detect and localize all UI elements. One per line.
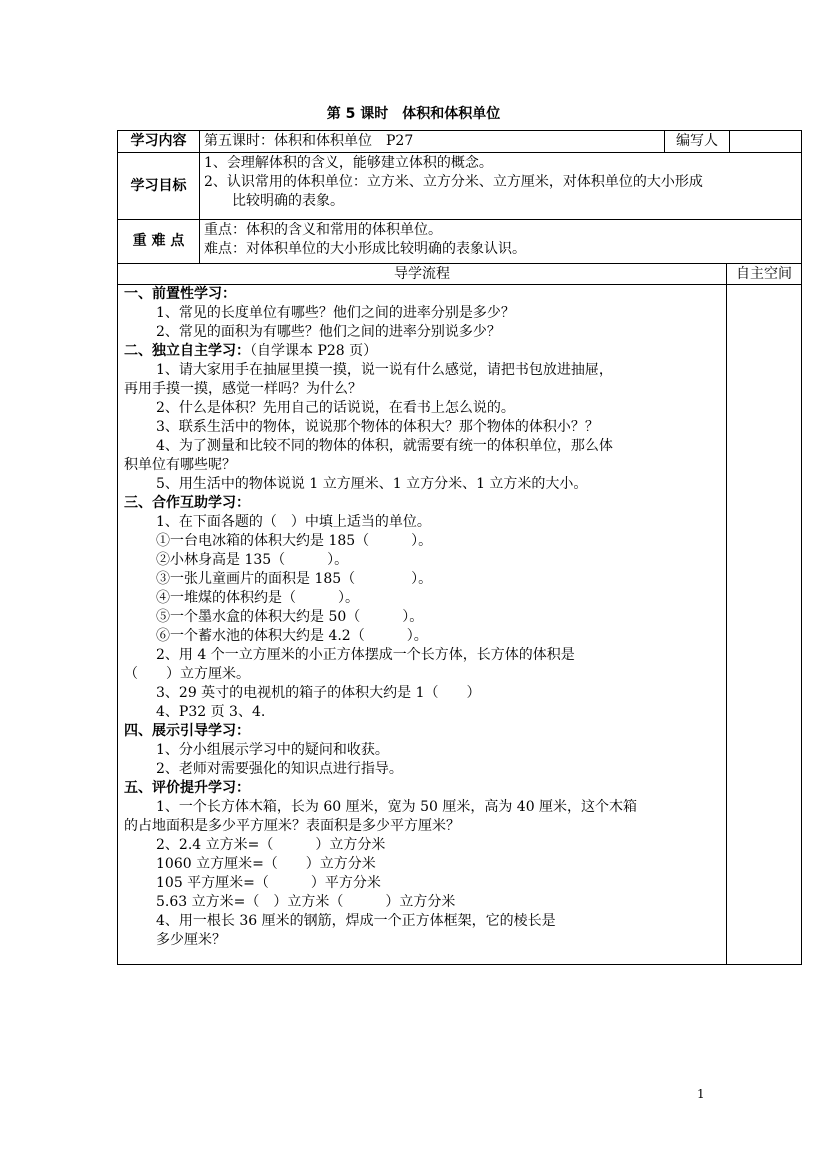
section-title: 四、展示引导学习：: [124, 723, 250, 739]
author-value: [730, 131, 802, 153]
key-points-content: [200, 220, 802, 264]
key-points-label: 重 难 点: [118, 220, 200, 264]
content-value: 第五课时：体积和体积单位 P27: [200, 131, 665, 153]
question-line: 1、一个长方体木箱，长为 60 厘米，宽为 50 厘米，高为 40 厘米，这个木箱: [156, 799, 638, 815]
self-space-header: 自主空间: [727, 264, 802, 285]
question-line: 2、常见的面积为有哪些？他们之间的进率分别说多少？: [156, 324, 501, 340]
section-title: 一、前置性学习：: [124, 286, 236, 302]
section-title: 二、独立自主学习：: [124, 343, 250, 359]
page-title: 第 5 课时 体积和体积单位: [326, 106, 501, 122]
fill-item: ④一堆煤的体积约是（ ）。: [156, 590, 359, 606]
fill-item: ⑤一个墨水盒的体积大约是 50（ ）。: [156, 609, 424, 625]
question-line: 4、为了测量和比较不同的物体的体积，就需要有统一的体积单位，那么体: [156, 438, 613, 454]
section-title: 三、合作互助学习：: [124, 495, 250, 511]
question-line: 3、29 英寸的电视机的箱子的体积大约是 1（ ）: [156, 685, 481, 701]
goals-content: [200, 153, 802, 220]
author-label: 编写人: [665, 131, 730, 153]
fill-item: ⑥一个蓄水池的体积大约是 4.2（ ）。: [156, 628, 428, 644]
fill-item: ①一台电冰箱的体积大约是 185（ ）。: [156, 533, 433, 549]
flow-body-row: [118, 285, 802, 965]
fill-item: ③一张儿童画片的面积是 185（ ）。: [156, 571, 433, 587]
page-number: 1: [697, 1087, 705, 1101]
goal-line: 比较明确的表象。: [232, 193, 344, 209]
question-line: （ ）立方厘米。: [124, 666, 250, 682]
question-line: 4、P32 页 3、4.: [156, 704, 266, 720]
question-line: 的占地面积是多少平方厘米？表面积是多少平方厘米？: [124, 818, 460, 834]
conversion-line: 5.63 立方米=（ ）立方米（ ）立方分米: [156, 894, 456, 910]
conversion-line: 1060 立方厘米=（ ）立方分米: [156, 856, 376, 872]
goals-label: 学习目标: [118, 153, 200, 220]
key-point-line: 难点：对体积单位的大小形成比较明确的表象认识。: [204, 241, 526, 257]
question-line: 多少厘米？: [156, 932, 226, 948]
question-line: 2、2.4 立方米=（ ）立方分米: [156, 837, 386, 853]
self-space-area: [727, 285, 802, 965]
question-line: 4、用一根长 36 厘米的钢筋，焊成一个正方体框架，它的棱长是: [156, 913, 556, 929]
goal-line: 2、认识常用的体积单位：立方米、立方分米、立方厘米，对体积单位的大小形成: [204, 174, 703, 190]
question-line: 1、分小组展示学习中的疑问和收获。: [156, 742, 389, 758]
question-line: 3、联系生活中的物体，说说那个物体的体积大？那个物体的体积小？？: [156, 419, 599, 435]
question-line: 积单位有哪些呢？: [124, 457, 236, 473]
fill-item: ②小林身高是 135（ ）。: [156, 552, 349, 568]
conversion-line: 105 平方厘米=（ ）平方分米: [156, 875, 381, 891]
content-label: 学习内容: [118, 131, 200, 153]
section-title: 五、评价提升学习：: [124, 780, 250, 796]
section-note: （自学课本 P28 页）: [250, 343, 378, 359]
goal-line: 1、会理解体积的含义，能够建立体积的概念。: [204, 155, 493, 171]
key-points-row: [118, 220, 802, 264]
question-line: 5、用生活中的物体说说 1 立方厘米、1 立方分米、1 立方米的大小。: [156, 476, 588, 492]
question-line: 1、请大家用手在抽屉里摸一摸，说一说有什么感觉，请把书包放进抽屉，: [156, 362, 613, 378]
question-line: 2、老师对需要强化的知识点进行指导。: [156, 761, 403, 777]
question-line: 2、用 4 个一立方厘米的小正方体摆成一个长方体，长方体的体积是: [156, 647, 575, 663]
section-title-row: [124, 342, 720, 361]
goals-row: [118, 153, 802, 220]
question-line: 1、在下面各题的（ ）中填上适当的单位。: [156, 514, 431, 530]
content-row: [118, 131, 802, 153]
flow-header: 导学流程: [118, 264, 727, 285]
lesson-plan-table: [117, 130, 802, 965]
question-line: 再用手摸一摸，感觉一样吗？为什么？: [124, 381, 362, 397]
key-point-line: 重点：体积的含义和常用的体积单位。: [204, 222, 442, 238]
flow-content: [118, 285, 727, 965]
question-line: 1、常见的长度单位有哪些？他们之间的进率分别是多少？: [156, 305, 515, 321]
question-line: 2、什么是体积？先用自己的话说说，在看书上怎么说的。: [156, 400, 515, 416]
flow-header-row: [118, 264, 802, 285]
